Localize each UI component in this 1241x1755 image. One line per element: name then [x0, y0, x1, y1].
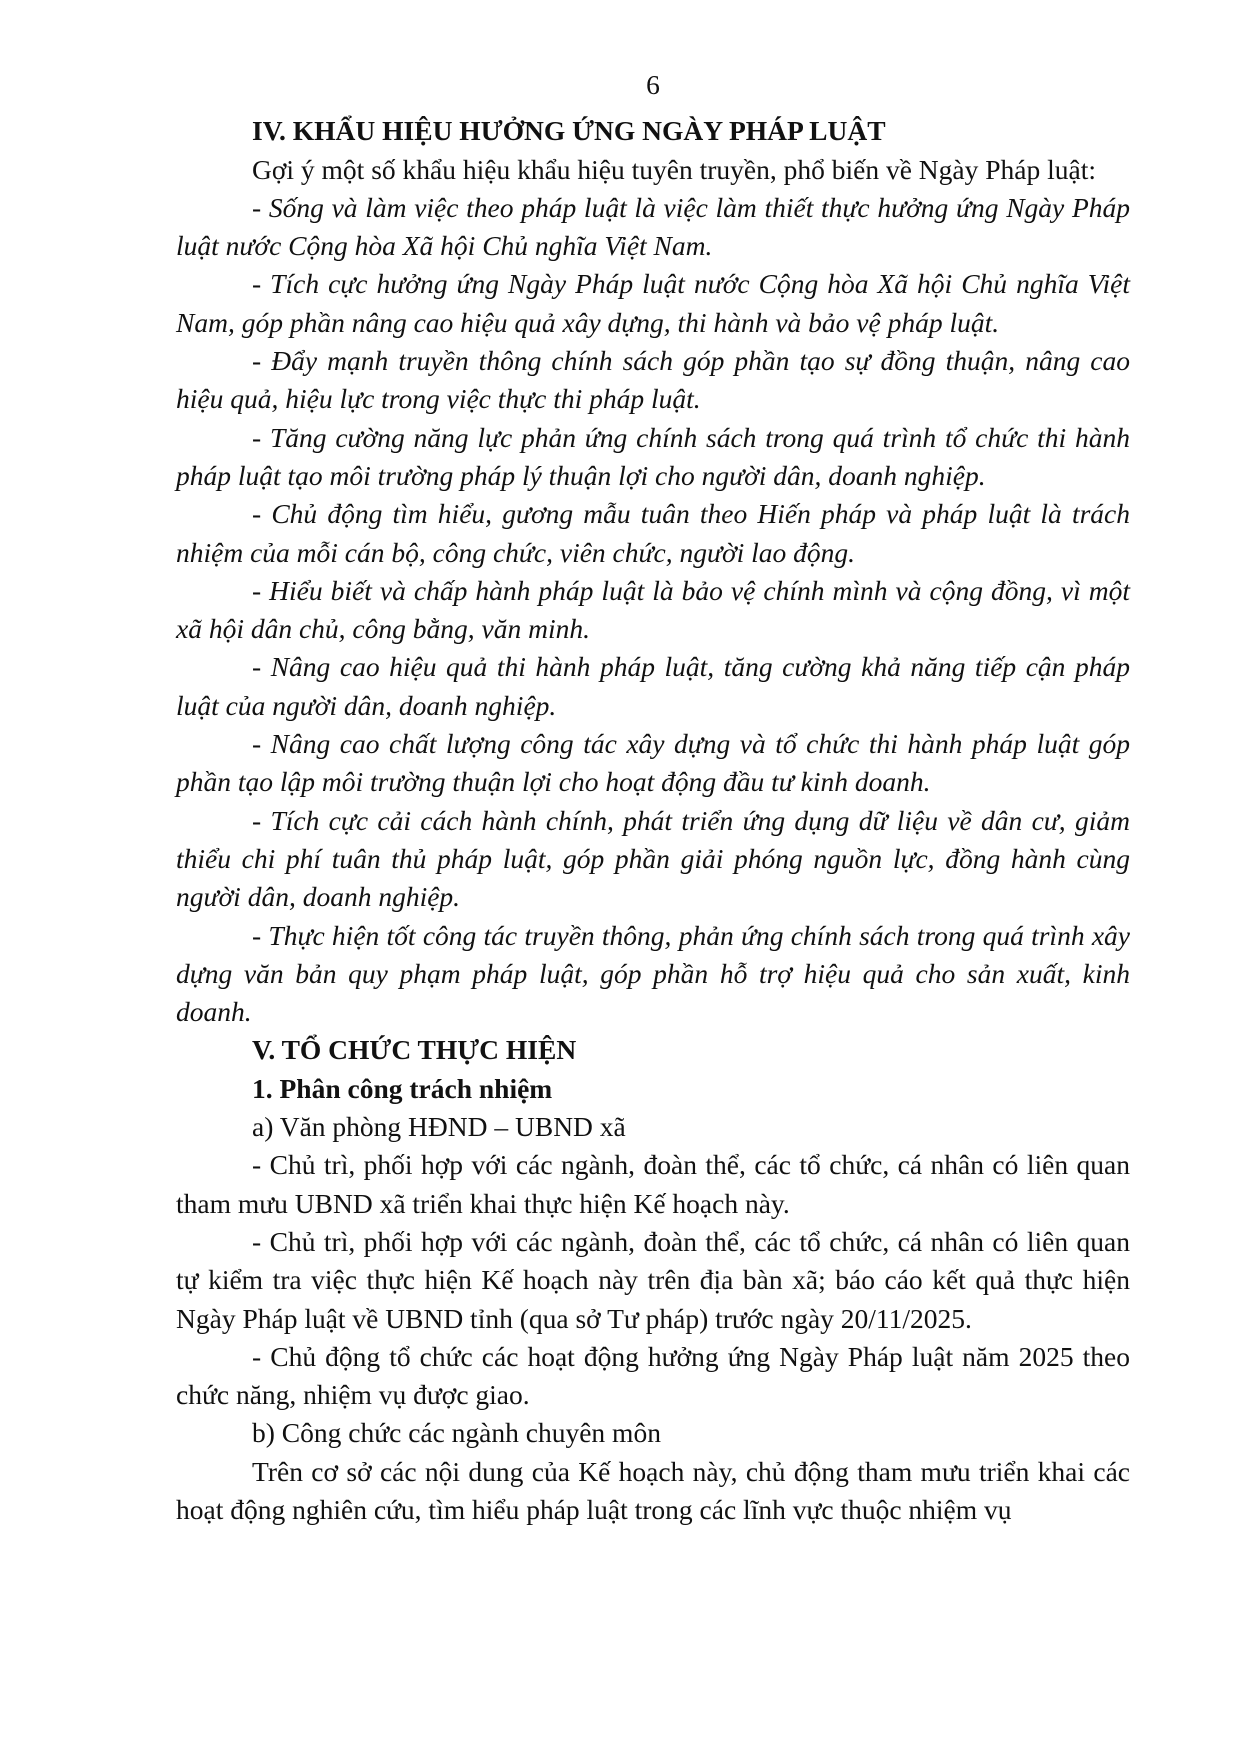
section-4-heading: IV. KHẨU HIỆU HƯỞNG ỨNG NGÀY PHÁP LUẬT	[252, 115, 886, 147]
slogan-item: - Nâng cao chất lượng công tác xây dựng và tổ chức thi hành pháp luật góp phần tạo lập môi trường thuận lợi cho hoạt động đầu tư kinh doanh.	[176, 728, 1130, 798]
subsection-b-title: b) Công chức các ngành chuyên môn	[252, 1417, 661, 1449]
subsection-1-heading: 1. Phân công trách nhiệm	[252, 1072, 553, 1104]
responsibility-item: - Chủ trì, phối hợp với các ngành, đoàn thể, các tổ chức, cá nhân có liên quan tự kiểm tra việc thực hiện Kế hoạch này trên địa bàn xã; báo cáo kết quả thực hiện Ngày Pháp luật về UBND tỉnh (qua sở Tư pháp) trước ngày 20/11/2025.	[176, 1225, 1130, 1334]
slogan-item: - Đẩy mạnh truyền thông chính sách góp phần tạo sự đồng thuận, nâng cao hiệu quả, hiệu lực trong việc thực thi pháp luật.	[176, 345, 1130, 415]
slogan-item: - Thực hiện tốt công tác truyền thông, phản ứng chính sách trong quá trình xây dựng văn bản quy phạm pháp luật, góp phần hỗ trợ hiệu quả cho sản xuất, kinh doanh.	[176, 919, 1130, 1028]
subsection-a-title: a) Văn phòng HĐND – UBND xã	[252, 1111, 626, 1143]
slogan-item: - Tích cực hưởng ứng Ngày Pháp luật nước Cộng hòa Xã hội Chủ nghĩa Việt Nam, góp phần nâng cao hiệu quả xây dựng, thi hành và bảo vệ pháp luật.	[176, 268, 1130, 338]
slogan-item: - Nâng cao hiệu quả thi hành pháp luật, tăng cường khả năng tiếp cận pháp luật của người dân, doanh nghiệp.	[176, 651, 1130, 721]
section-5-heading: V. TỔ CHỨC THỰC HIỆN	[252, 1034, 577, 1066]
responsibility-item: - Chủ trì, phối hợp với các ngành, đoàn thể, các tổ chức, cá nhân có liên quan tham mưu UBND xã triển khai thực hiện Kế hoạch này.	[176, 1149, 1130, 1219]
slogan-item: - Tăng cường năng lực phản ứng chính sách trong quá trình tổ chức thi hành pháp luật tạo môi trường pháp lý thuận lợi cho người dân, doanh nghiệp.	[176, 421, 1130, 491]
section-4-intro: Gợi ý một số khẩu hiệu khẩu hiệu tuyên truyền, phổ biến về Ngày Pháp luật:	[252, 153, 1096, 185]
slogan-item: - Chủ động tìm hiểu, gương mẫu tuân theo Hiến pháp và pháp luật là trách nhiệm của mỗi cán bộ, công chức, viên chức, người lao động.	[176, 498, 1130, 568]
subsection-b-text: Trên cơ sở các nội dung của Kế hoạch này, chủ động tham mưu triển khai các hoạt động nghiên cứu, tìm hiểu pháp luật trong các lĩnh vực thuộc nhiệm vụ	[176, 1455, 1130, 1525]
slogan-item: - Hiểu biết và chấp hành pháp luật là bảo vệ chính mình và cộng đồng, vì một xã hội dân chủ, công bằng, văn minh.	[176, 574, 1130, 645]
responsibility-item: - Chủ động tổ chức các hoạt động hưởng ứng Ngày Pháp luật năm 2025 theo chức năng, nhiệm vụ được giao.	[176, 1340, 1130, 1411]
slogan-item: - Sống và làm việc theo pháp luật là việc làm thiết thực hưởng ứng Ngày Pháp luật nước Cộng hòa Xã hội Chủ nghĩa Việt Nam.	[176, 191, 1130, 262]
document-page	[176, 66, 1130, 1529]
slogan-item: - Tích cực cải cách hành chính, phát triển ứng dụng dữ liệu về dân cư, giảm thiểu chi phí tuân thủ pháp luật, góp phần giải phóng nguồn lực, đồng hành cùng người dân, doanh nghiệp.	[176, 804, 1130, 913]
page-number: 6	[646, 69, 660, 100]
